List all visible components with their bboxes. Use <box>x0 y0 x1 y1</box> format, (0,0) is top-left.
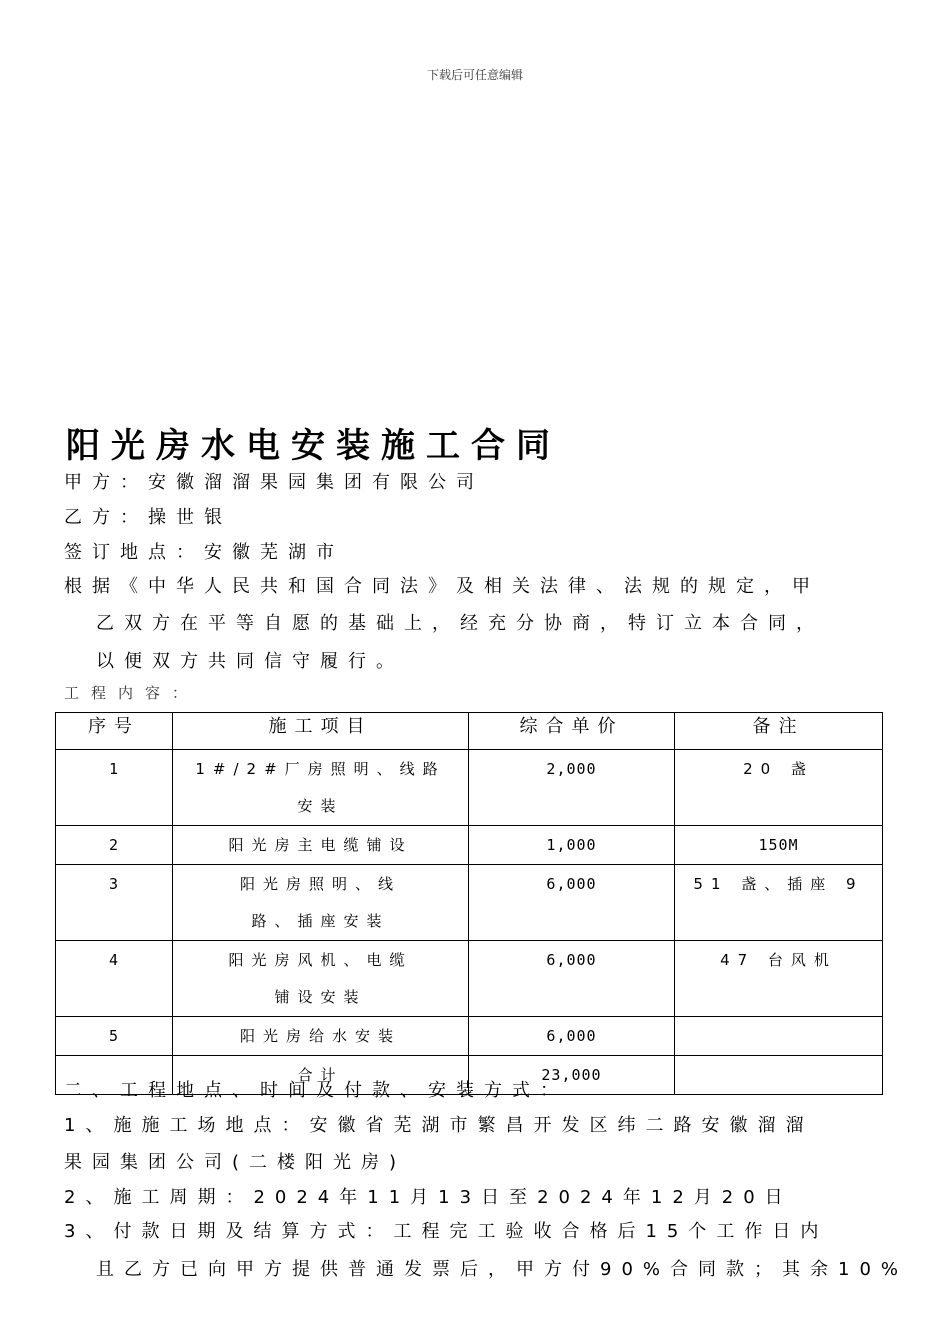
row-item-line: 合计 <box>297 1066 344 1084</box>
row-item-line: 阳光房风机、电缆 <box>228 951 413 969</box>
header-note: 下载后可任意编辑 <box>426 68 523 82</box>
row-price: 2,000 <box>469 750 675 826</box>
row-item-line: 阳光房主电缆铺设 <box>228 836 413 854</box>
row-note: 47 台风机 <box>675 941 883 1017</box>
row-no: 2 <box>56 826 173 865</box>
header-price: 综合单价 <box>469 713 675 750</box>
row-item <box>173 865 469 941</box>
row-price: 23,000 <box>469 1056 675 1095</box>
section2-p3-line2: 且乙方已向甲方提供普通发票后，甲方付90%合同款；其余10% <box>96 1259 909 1280</box>
row-note: 150M <box>675 826 883 865</box>
table-row <box>56 865 883 941</box>
header-item: 施工项目 <box>173 713 469 750</box>
items-table <box>55 712 883 1095</box>
row-note <box>675 1017 883 1056</box>
table-header-row <box>56 713 883 750</box>
preamble-line-3: 以便双方共同信守履行。 <box>96 651 404 672</box>
row-no: 5 <box>56 1017 173 1056</box>
section2-p3-line1: 3、付款日期及结算方式：工程完工验收合格后15个工作日内 <box>64 1221 829 1242</box>
row-item-line: 铺设安装 <box>274 988 367 1006</box>
header-no: 序号 <box>56 713 173 750</box>
section2-p1-line1: 1、施施工场地点：安徽省芜湖市繁昌开发区纬二路安徽溜溜 <box>64 1115 814 1136</box>
row-no: 3 <box>56 865 173 941</box>
table-row <box>56 1017 883 1056</box>
row-item <box>173 750 469 826</box>
row-item <box>173 826 469 865</box>
row-price: 6,000 <box>469 1017 675 1056</box>
table-row <box>56 750 883 826</box>
row-price: 1,000 <box>469 826 675 865</box>
row-item-line: 安装 <box>297 797 344 815</box>
row-no: 4 <box>56 941 173 1017</box>
row-price: 6,000 <box>469 865 675 941</box>
row-note: 20 盏 <box>675 750 883 826</box>
content-label: 工程内容： <box>64 684 200 702</box>
preamble-line-2: 乙双方在平等自愿的基础上，经充分协商，特订立本合同， <box>96 613 824 634</box>
row-item-line: 阳光房给水安装 <box>239 1027 401 1045</box>
row-price: 6,000 <box>469 941 675 1017</box>
table-row <box>56 826 883 865</box>
table-row <box>56 941 883 1017</box>
party-b: 乙方：操世银 <box>64 507 232 528</box>
section2-heading: 二、工程地点、时间及付款、安装方式： <box>64 1080 568 1101</box>
preamble-line-1: 根据《中华人民共和国合同法》及相关法律、法规的规定，甲 <box>64 576 820 597</box>
sign-place: 签订地点：安徽芜湖市 <box>64 542 344 563</box>
row-item <box>173 941 469 1017</box>
row-note <box>675 1056 883 1095</box>
row-item-line: 1#/2#厂房照明、线路 <box>195 760 446 778</box>
section2-p1-line2: 果园集团公司(二楼阳光房) <box>64 1152 407 1173</box>
row-item <box>173 1017 469 1056</box>
contract-title: 阳光房水电安装施工合同 <box>66 426 561 466</box>
section2-p2: 2、施工周期：2024年11月13日至2024年12月20日 <box>64 1187 793 1208</box>
row-item-line: 阳光房照明、线 <box>239 875 401 893</box>
row-item-line: 路、插座安装 <box>251 912 390 930</box>
party-a: 甲方：安徽溜溜果园集团有限公司 <box>64 472 484 493</box>
row-note: 51 盏、插座 9 <box>675 865 883 941</box>
row-no: 1 <box>56 750 173 826</box>
header-note: 备注 <box>675 713 883 750</box>
